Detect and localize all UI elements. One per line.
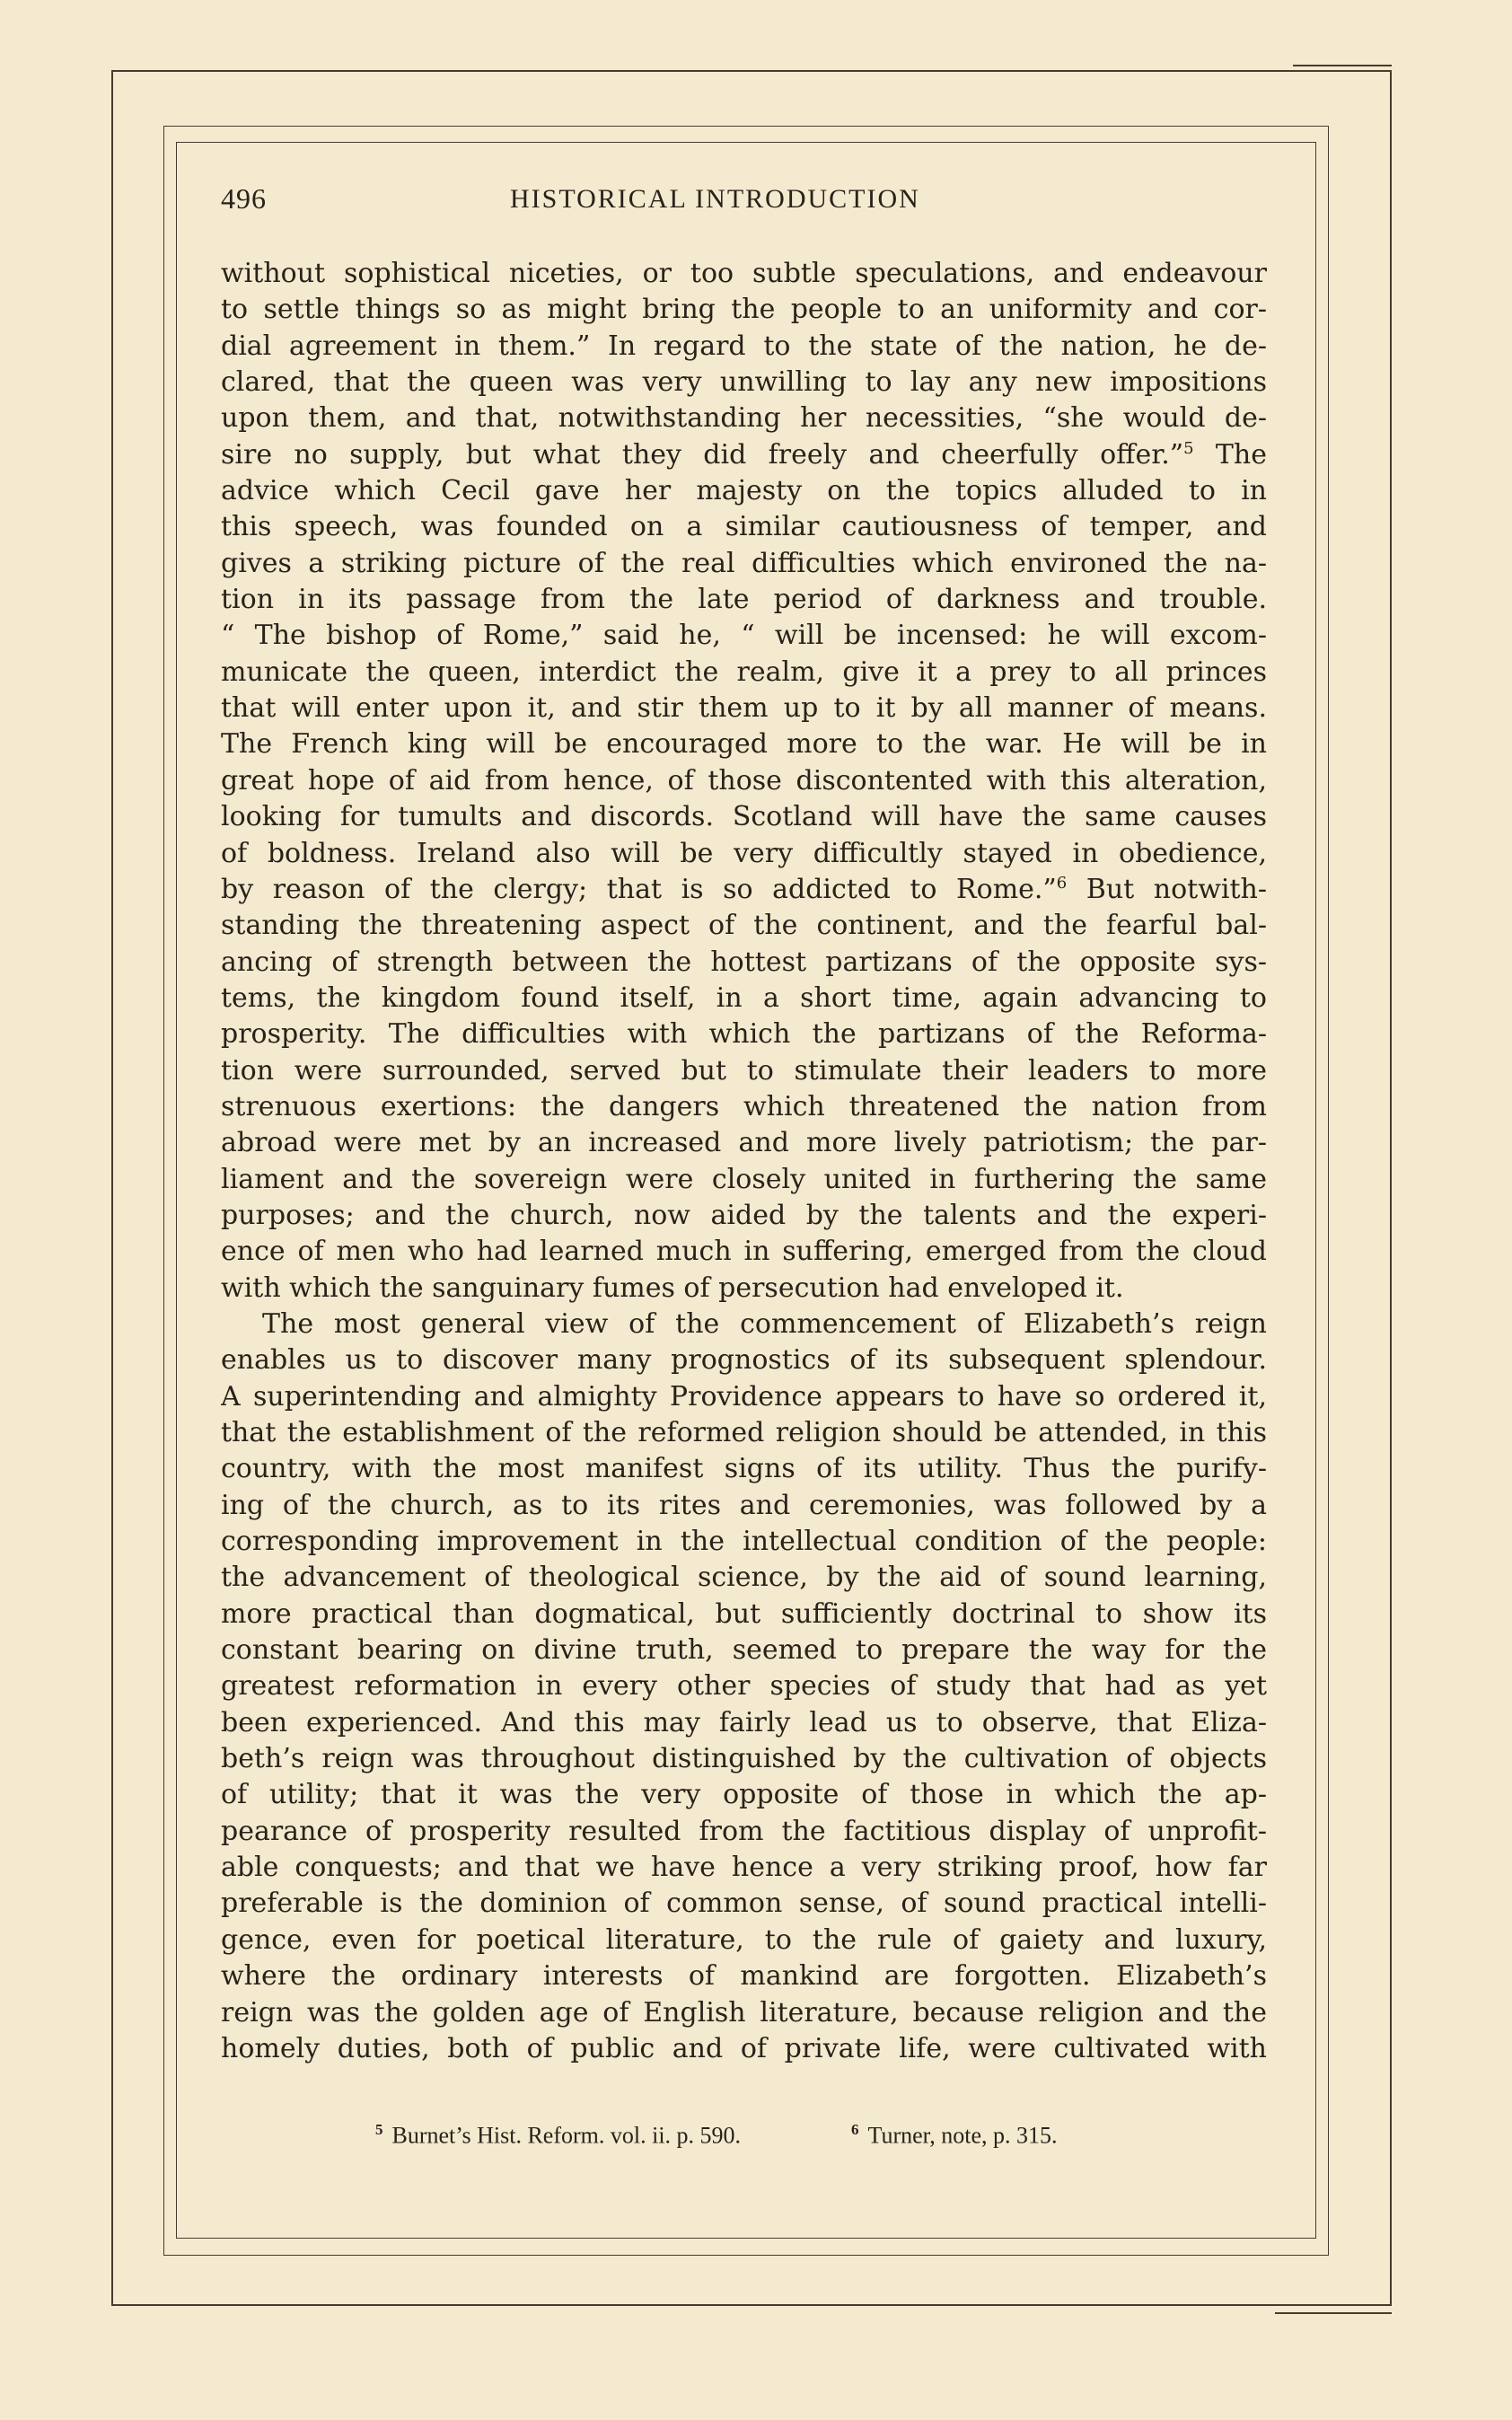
text-line: great hope of aid from hence, of those discontented with this alteration, xyxy=(221,764,1267,796)
footnote-ref-6: 6 xyxy=(1056,873,1068,893)
text-line: that the establishment of the reformed religion should be attended, in this xyxy=(221,1417,1267,1448)
text-line: clared, that the queen was very unwilling to lay any new impositions xyxy=(221,366,1267,399)
text-line: more practical than dogmatical, but sufficiently doctrinal to show its xyxy=(221,1597,1267,1630)
running-head xyxy=(221,182,1267,227)
text-line-part: sire no supply, but what they did freely and cheerfully offer.” xyxy=(221,438,1184,471)
text-line: standing the threatening aspect of the continent, and the fearful bal- xyxy=(221,910,1267,942)
text-line: A superintending and almighty Providence appears to have so ordered it, xyxy=(221,1380,1267,1412)
text-line-paragraph-start: The most general view of the commencement of Elizabeth’s reign xyxy=(262,1307,1267,1340)
text-line: where the ordinary interests of mankind are forgotten. Elizabeth’s xyxy=(221,1960,1267,1993)
text-line: without sophistical niceties, or too subtle speculations, and endeavour xyxy=(221,258,1267,289)
footnote-6 xyxy=(851,2121,1058,2150)
text-line-part: by reason of the clergy; that is so addicted to Rome.” xyxy=(221,873,1057,905)
text-line: able conquests; and that we have hence a very striking proof, how far xyxy=(221,1852,1267,1884)
bottom-cut-line xyxy=(1275,2312,1392,2314)
text-line: tion were surrounded, served but to stimulate their leaders to more xyxy=(221,1054,1267,1087)
text-line: tion in its passage from the late period of darkness and trouble. xyxy=(221,584,1267,616)
text-line: abroad were met by an increased and more lively patriotism; the par- xyxy=(221,1127,1267,1159)
footnote-number: 6 xyxy=(851,2121,859,2138)
text-line: that will enter upon it, and stir them up to it by all manner of means. xyxy=(221,692,1267,725)
top-cut-line xyxy=(1293,65,1392,66)
text-line: ing of the church, as to its rites and ceremonies, was followed by a xyxy=(221,1489,1267,1521)
text-line: of utility; that it was the very opposite of those in which the ap- xyxy=(221,1779,1267,1811)
text-line: corresponding improvement in the intellectual condition of the people: xyxy=(221,1526,1267,1558)
text-line: been experienced. And this may fairly lead us to observe, that Eliza- xyxy=(221,1706,1267,1738)
text-line: this speech, was founded on a similar cautiousness of temper, and xyxy=(221,511,1267,543)
text-line: municate the queen, interdict the realm, give it a prey to all princes xyxy=(221,656,1267,688)
footnotes xyxy=(221,2121,1267,2157)
text-line: homely duties, both of public and of private life, were cultivated with xyxy=(221,2032,1267,2064)
text-line: strenuous exertions: the dangers which threatened the nation from xyxy=(221,1090,1267,1122)
text-line: purposes; and the church, now aided by the talents and the experi- xyxy=(221,1199,1267,1231)
text-line: preferable is the dominion of common sense, of sound practical intelli- xyxy=(221,1888,1267,1920)
footnote-5 xyxy=(375,2121,741,2150)
text-line: prosperity. The difficulties with which the partizans of the Reforma- xyxy=(221,1018,1267,1051)
text-line: upon them, and that, notwithstanding her necessities, “she would de- xyxy=(221,402,1267,435)
text-line-paragraph-end: with which the sanguinary fumes of persecution had enveloped it. xyxy=(221,1272,1124,1304)
text-line: The French king will be encouraged more to the war. He will be in xyxy=(221,728,1267,761)
footnote-text: Burnet’s Hist. Reform. vol. ii. p. 590. xyxy=(391,2122,742,2149)
text-line-with-footnote-6 xyxy=(221,872,1267,908)
text-line-with-footnote-5 xyxy=(221,437,1267,473)
text-line: ancing of strength between the hottest partizans of the opposite sys- xyxy=(221,946,1267,978)
body-text xyxy=(221,256,1267,2067)
footnote-number: 5 xyxy=(375,2121,383,2138)
text-line: reign was the golden age of English literature, because religion and the xyxy=(221,1996,1267,2028)
text-line: gence, even for poetical literature, to the rule of gaiety and luxury, xyxy=(221,1923,1267,1956)
text-line: dial agreement in them.” In regard to the state of the nation, he de- xyxy=(221,330,1267,362)
text-line: liament and the sovereign were closely united in furthering the same xyxy=(221,1163,1267,1195)
header-title: HISTORICAL INTRODUCTION xyxy=(510,184,920,214)
text-line: advice which Cecil gave her majesty on the topics alluded to in xyxy=(221,475,1267,507)
text-line: looking for tumults and discords. Scotland will have the same causes xyxy=(221,801,1267,833)
text-line: constant bearing on divine truth, seemed to prepare the way for the xyxy=(221,1634,1267,1667)
text-line: country, with the most manifest signs of its utility. Thus the purify- xyxy=(221,1453,1267,1485)
text-line: enables us to discover many prognostics of its subsequent splendour. xyxy=(221,1344,1267,1377)
text-line: ence of men who had learned much in suffering, emerged from the cloud xyxy=(221,1236,1267,1268)
page-number: 496 xyxy=(221,182,267,215)
text-line: beth’s reign was throughout distinguished by the cultivation of objects xyxy=(221,1743,1267,1775)
text-line: greatest reformation in every other species of study that had as yet xyxy=(221,1670,1267,1703)
text-line: the advancement of theological science, by the aid of sound learning, xyxy=(221,1562,1267,1594)
text-line: pearance of prosperity resulted from the factitious display of unprofit- xyxy=(221,1815,1267,1847)
footnote-text: Turner, note, p. 315. xyxy=(867,2122,1058,2149)
text-line-part: But notwith- xyxy=(1067,873,1267,905)
text-line: tems, the kingdom found itself, in a short time, again advancing to xyxy=(221,981,1267,1014)
text-line-part: The xyxy=(1193,438,1267,471)
footnote-ref-5: 5 xyxy=(1183,438,1194,458)
text-line: of boldness. Ireland also will be very difficultly stayed in obedience, xyxy=(221,837,1267,869)
text-line: gives a striking picture of the real difficulties which environed the na- xyxy=(221,547,1267,579)
text-line: to settle things so as might bring the people to an uniformity and cor- xyxy=(221,294,1267,326)
text-line: “ The bishop of Rome,” said he, “ will be incensed: he will excom- xyxy=(221,620,1267,652)
